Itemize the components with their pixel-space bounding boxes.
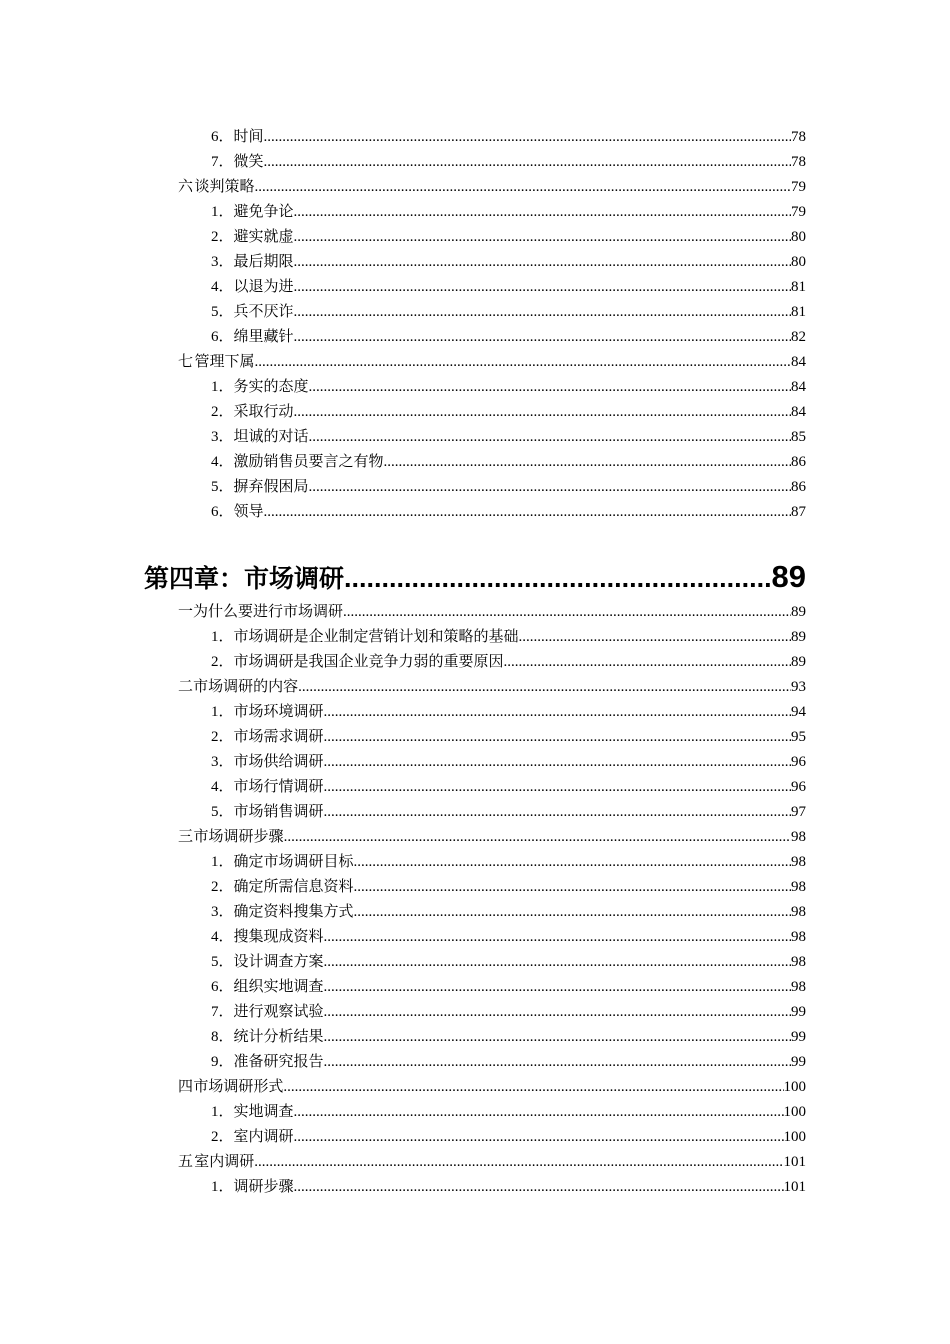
entry-number: 1． (211, 379, 234, 395)
entry-title: 兵不厌诈 (233, 304, 294, 320)
entry-page-number: 99 (791, 1004, 806, 1020)
toc-list-top (0, 125, 950, 525)
dot-leader (309, 425, 791, 450)
entry-title: 确定市场调研目标 (233, 854, 354, 870)
dot-leader (264, 125, 791, 150)
dot-leader (324, 750, 791, 775)
entry-title: 微笑 (233, 154, 264, 170)
toc-subsection-entry[interactable] (0, 400, 950, 425)
entry-number: 3． (211, 254, 234, 270)
entry-title: 组织实地调查 (233, 979, 324, 995)
entry-number: 4． (211, 779, 234, 795)
entry-page-number: 101 (783, 1179, 806, 1195)
entry-number: 七 (178, 354, 194, 370)
dot-leader (324, 1050, 791, 1075)
entry-page-number: 100 (783, 1104, 806, 1120)
dot-leader (354, 850, 791, 875)
toc-subsection-entry[interactable] (0, 750, 950, 775)
entry-title: 室内调研 (194, 1154, 255, 1170)
entry-number: 1． (211, 704, 234, 720)
entry-page-number: 80 (791, 229, 806, 245)
entry-page-number: 84 (791, 354, 806, 370)
chapter-page-number: 89 (771, 559, 806, 594)
entry-number: 2． (211, 1129, 234, 1145)
toc-subsection-entry[interactable] (0, 800, 950, 825)
entry-title: 谈判策略 (194, 179, 255, 195)
entry-page-number: 100 (783, 1079, 806, 1095)
dot-leader (283, 1075, 783, 1100)
entry-number: 4． (211, 279, 234, 295)
toc-subsection-entry[interactable] (0, 250, 950, 275)
dot-leader (264, 150, 791, 175)
entry-title: 统计分析结果 (233, 1029, 324, 1045)
toc-subsection-entry[interactable] (0, 875, 950, 900)
entry-number: 7． (211, 1004, 234, 1020)
dot-leader (294, 300, 791, 325)
toc-subsection-entry[interactable] (0, 300, 950, 325)
toc-subsection-entry[interactable] (0, 775, 950, 800)
entry-number: 二 (178, 679, 194, 695)
entry-title: 确定所需信息资料 (233, 879, 354, 895)
toc-subsection-entry[interactable] (0, 975, 950, 1000)
entry-page-number: 95 (791, 729, 806, 745)
entry-title: 激励销售员要言之有物 (233, 454, 384, 470)
dot-leader (284, 825, 791, 850)
toc-subsection-entry[interactable] (0, 900, 950, 925)
dot-leader (504, 650, 791, 675)
chapter-title: 第四章：市场调研 (144, 564, 345, 593)
dot-leader (294, 250, 791, 275)
dot-leader (324, 950, 791, 975)
toc-subsection-entry[interactable] (0, 1100, 950, 1125)
toc-subsection-entry[interactable] (0, 1175, 950, 1200)
entry-page-number: 79 (791, 204, 806, 220)
entry-page-number: 86 (791, 454, 806, 470)
toc-subsection-entry[interactable] (0, 125, 950, 150)
entry-title: 避免争论 (233, 204, 294, 220)
dot-leader (294, 1175, 784, 1200)
entry-number: 2． (211, 879, 234, 895)
entry-title: 实地调查 (233, 1104, 294, 1120)
entry-number: 5． (211, 479, 234, 495)
entry-title: 市场环境调研 (233, 704, 324, 720)
toc-subsection-entry[interactable] (0, 925, 950, 950)
dot-leader (294, 325, 791, 350)
entry-page-number: 89 (791, 654, 806, 670)
dot-leader (324, 925, 791, 950)
entry-page-number: 96 (791, 754, 806, 770)
toc-subsection-entry[interactable] (0, 450, 950, 475)
entry-number: 1． (211, 854, 234, 870)
entry-number: 1． (211, 204, 234, 220)
entry-page-number: 86 (791, 479, 806, 495)
entry-number: 1． (211, 629, 234, 645)
dot-leader (324, 775, 791, 800)
entry-title: 以退为进 (233, 279, 294, 295)
dot-leader (294, 1100, 784, 1125)
entry-number: 6． (211, 504, 234, 520)
entry-page-number: 81 (791, 279, 806, 295)
entry-page-number: 85 (791, 429, 806, 445)
entry-title: 市场行情调研 (233, 779, 324, 795)
dot-leader (294, 225, 791, 250)
entry-number: 9． (211, 1054, 234, 1070)
toc-subsection-entry[interactable] (0, 650, 950, 675)
toc-section-entry[interactable] (0, 1075, 950, 1100)
dot-leader (294, 1125, 784, 1150)
entry-page-number: 101 (783, 1154, 806, 1170)
toc-subsection-entry[interactable] (0, 325, 950, 350)
entry-title: 搜集现成资料 (233, 929, 324, 945)
entry-page-number: 80 (791, 254, 806, 270)
entry-number: 2． (211, 229, 234, 245)
entry-title: 准备研究报告 (233, 1054, 324, 1070)
toc-section-entry[interactable] (0, 1150, 950, 1175)
entry-page-number: 98 (791, 929, 806, 945)
toc-subsection-entry[interactable] (0, 375, 950, 400)
entry-number: 1． (211, 1179, 234, 1195)
entry-number: 6． (211, 979, 234, 995)
entry-title: 设计调查方案 (233, 954, 324, 970)
dot-leader (254, 350, 791, 375)
toc-subsection-entry[interactable] (0, 1025, 950, 1050)
entry-title: 市场调研形式 (193, 1079, 284, 1095)
entry-number: 6． (211, 329, 234, 345)
toc-subsection-entry[interactable] (0, 700, 950, 725)
entry-number: 4． (211, 929, 234, 945)
toc-subsection-entry[interactable] (0, 625, 950, 650)
dot-leader (324, 975, 791, 1000)
toc-list-bottom (0, 600, 950, 1200)
toc-section-entry[interactable] (0, 350, 950, 375)
dot-leader (309, 475, 791, 500)
entry-title: 市场调研步骤 (193, 829, 284, 845)
chapter-dot-leader (344, 558, 772, 598)
toc-subsection-entry[interactable] (0, 150, 950, 175)
entry-title: 市场销售调研 (233, 804, 324, 820)
entry-title: 调研步骤 (233, 1179, 294, 1195)
entry-page-number: 78 (791, 129, 806, 145)
entry-page-number: 89 (791, 604, 806, 620)
dot-leader (384, 450, 791, 475)
entry-page-number: 82 (791, 329, 806, 345)
entry-number: 一 (178, 604, 194, 620)
dot-leader (264, 500, 791, 525)
entry-title: 避实就虚 (233, 229, 294, 245)
entry-title: 时间 (233, 129, 264, 145)
dot-leader (324, 1025, 791, 1050)
entry-page-number: 99 (791, 1029, 806, 1045)
entry-page-number: 99 (791, 1054, 806, 1070)
entry-number: 5． (211, 304, 234, 320)
dot-leader (324, 800, 791, 825)
chapter-heading[interactable] (144, 557, 806, 597)
entry-number: 1． (211, 1104, 234, 1120)
entry-title: 为什么要进行市场调研 (193, 604, 344, 620)
toc-subsection-entry[interactable] (0, 275, 950, 300)
dot-leader (343, 600, 791, 625)
entry-number: 2． (211, 654, 234, 670)
entry-title: 市场调研的内容 (193, 679, 299, 695)
entry-page-number: 94 (791, 704, 806, 720)
entry-title: 市场需求调研 (233, 729, 324, 745)
dot-leader (294, 200, 791, 225)
toc-section-entry[interactable] (0, 825, 950, 850)
entry-title: 确定资料搜集方式 (233, 904, 354, 920)
dot-leader (324, 700, 791, 725)
entry-number: 六 (178, 179, 194, 195)
entry-page-number: 96 (791, 779, 806, 795)
entry-number: 8． (211, 1029, 234, 1045)
entry-page-number: 98 (791, 979, 806, 995)
toc-subsection-entry[interactable] (0, 725, 950, 750)
toc-subsection-entry[interactable] (0, 200, 950, 225)
entry-title: 管理下属 (194, 354, 255, 370)
dot-leader (324, 1000, 791, 1025)
toc-section-entry[interactable] (0, 600, 950, 625)
toc-subsection-entry[interactable] (0, 950, 950, 975)
entry-number: 3． (211, 754, 234, 770)
entry-number: 五 (178, 1154, 194, 1170)
dot-leader (298, 675, 791, 700)
entry-title: 室内调研 (233, 1129, 294, 1145)
entry-number: 2． (211, 729, 234, 745)
entry-number: 四 (178, 1079, 194, 1095)
entry-title: 务实的态度 (233, 379, 309, 395)
entry-title: 采取行动 (233, 404, 294, 420)
dot-leader (324, 725, 791, 750)
toc-section-entry[interactable] (0, 675, 950, 700)
entry-page-number: 93 (791, 679, 806, 695)
toc-subsection-entry[interactable] (0, 1125, 950, 1150)
entry-number: 6． (211, 129, 234, 145)
entry-page-number: 98 (791, 904, 806, 920)
entry-page-number: 97 (791, 804, 806, 820)
entry-page-number: 87 (791, 504, 806, 520)
entry-title: 绵里藏针 (233, 329, 294, 345)
toc-subsection-entry[interactable] (0, 1050, 950, 1075)
entry-page-number: 89 (791, 629, 806, 645)
entry-number: 7． (211, 154, 234, 170)
entry-number: 2． (211, 404, 234, 420)
entry-title: 市场供给调研 (233, 754, 324, 770)
entry-page-number: 98 (791, 879, 806, 895)
entry-number: 三 (178, 829, 194, 845)
toc-subsection-entry[interactable] (0, 475, 950, 500)
entry-page-number: 78 (791, 154, 806, 170)
entry-title: 市场调研是我国企业竞争力弱的重要原因 (233, 654, 504, 670)
toc-subsection-entry[interactable] (0, 225, 950, 250)
entry-page-number: 81 (791, 304, 806, 320)
entry-page-number: 84 (791, 404, 806, 420)
entry-page-number: 98 (791, 829, 806, 845)
toc-section-entry[interactable] (0, 175, 950, 200)
dot-leader (254, 1150, 783, 1175)
entry-page-number: 98 (791, 854, 806, 870)
entry-number: 4． (211, 454, 234, 470)
dot-leader (519, 625, 791, 650)
dot-leader (254, 175, 791, 200)
entry-page-number: 100 (783, 1129, 806, 1145)
entry-title: 最后期限 (233, 254, 294, 270)
entry-title: 领导 (233, 504, 264, 520)
dot-leader (294, 275, 791, 300)
entry-title: 摒弃假困局 (233, 479, 309, 495)
entry-page-number: 79 (791, 179, 806, 195)
toc-subsection-entry[interactable] (0, 1000, 950, 1025)
entry-title: 进行观察试验 (233, 1004, 324, 1020)
entry-number: 5． (211, 804, 234, 820)
dot-leader (309, 375, 791, 400)
entry-title: 坦诚的对话 (233, 429, 309, 445)
toc-subsection-entry[interactable] (0, 850, 950, 875)
entry-number: 3． (211, 429, 234, 445)
entry-page-number: 84 (791, 379, 806, 395)
toc-subsection-entry[interactable] (0, 500, 950, 525)
dot-leader (354, 875, 791, 900)
entry-title: 市场调研是企业制定营销计划和策略的基础 (233, 629, 519, 645)
entry-number: 3． (211, 904, 234, 920)
toc-subsection-entry[interactable] (0, 425, 950, 450)
entry-number: 5． (211, 954, 234, 970)
dot-leader (354, 900, 791, 925)
entry-page-number: 98 (791, 954, 806, 970)
dot-leader (294, 400, 791, 425)
